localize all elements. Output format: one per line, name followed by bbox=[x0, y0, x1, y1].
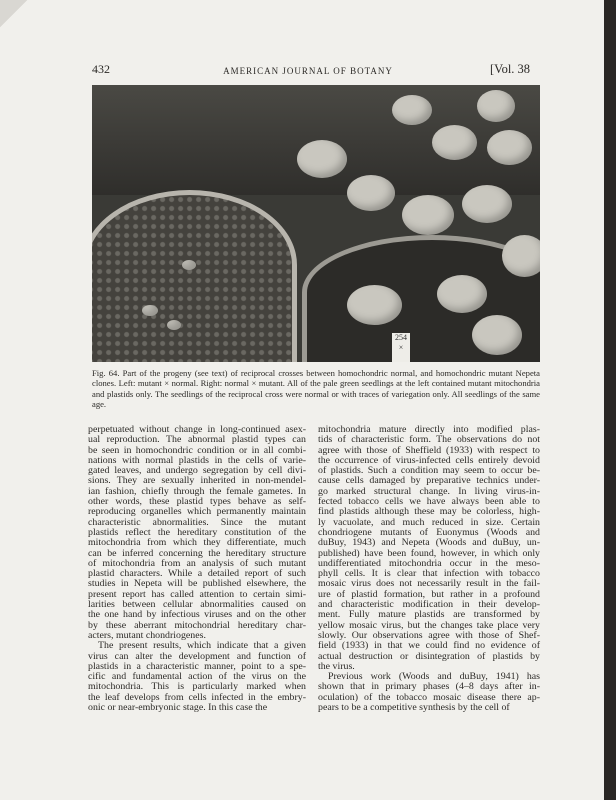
text-line: by these aberrant mitochondrial hereditary char- bbox=[88, 619, 306, 631]
text-line: present report has called attention to certain simi- bbox=[88, 588, 306, 600]
figure-caption: Fig. 64. Part of the progeny (see text) of reciprocal crosses between homochondric normal, and homochondric mutant Nepeta clones. Left: mutant × normal. Right: normal × mutant. All of the pale green seedlings at the left contained mutant mitochondria and plastids only. The seedlings of the reciprocal cross were normal or with traces of variegation only. All seedlings of the same age. bbox=[92, 368, 540, 409]
text-line: the leaf develops from cells infected in the embry- bbox=[88, 691, 306, 703]
text-line: undifferentiated mitochondria occur in the meso- bbox=[318, 557, 540, 569]
text-line: onic or near-embryonic stage. In this case the bbox=[88, 702, 268, 714]
plant-label-tag: 254 × bbox=[392, 333, 410, 362]
text-line: cause cells damaged by preparative technics under- bbox=[318, 475, 540, 487]
text-line: nations with normal plastids in the cells of varie- bbox=[88, 454, 306, 466]
text-line: published) have been found, however, in which only bbox=[318, 547, 540, 559]
text-line: actual destruction or disintegration of plastids by bbox=[318, 650, 540, 662]
text-line: of mitochondria from an analysis of such mutant bbox=[88, 557, 306, 569]
leaf bbox=[347, 285, 402, 325]
leaf bbox=[347, 175, 395, 211]
text-line: mitochondria from which they differentiate, much bbox=[88, 537, 306, 549]
text-line: chondriogene mutants of Euonymus (Woods and bbox=[318, 526, 540, 538]
left-text-column bbox=[88, 425, 306, 713]
text-line: studies in Nepeta will be published elsewhere, the bbox=[88, 578, 306, 590]
text-line: acters, mutant chondriogenes. bbox=[88, 629, 206, 641]
seedling-leaf bbox=[182, 260, 196, 270]
leaf bbox=[462, 185, 512, 223]
text-line: of plastids. Such a condition may seem to occur be- bbox=[318, 465, 540, 477]
figure-photograph bbox=[92, 85, 540, 362]
text-line: duBuy, 1943) and Nepeta (Woods and duBuy, un- bbox=[318, 537, 540, 549]
text-line: plastids in a characteristic manner, point to a spe- bbox=[88, 660, 306, 672]
text-line: ly vacuolate, and much reduced in size. Certain bbox=[318, 516, 540, 528]
text-line: phyll cells. It is clear that infection with tobacco bbox=[318, 568, 540, 580]
left-pot-seedlings bbox=[92, 190, 297, 362]
leaf bbox=[472, 315, 522, 355]
text-line: slowly. Our observations agree with those of Shef- bbox=[318, 629, 540, 641]
text-line: the virus. bbox=[318, 660, 355, 672]
text-line: be seen in homochondric condition or in all combi- bbox=[88, 444, 306, 456]
text-line: ment. Fully mature plastids are transformed by bbox=[318, 609, 540, 621]
text-line: pears to be a competitive synthesis by the cell of bbox=[318, 702, 510, 714]
text-line: ure of plastid formation, but rather in a profound bbox=[318, 588, 540, 600]
text-line: larities between cellular abnormalities caused on bbox=[88, 599, 306, 611]
leaf bbox=[502, 235, 540, 277]
text-line: go marked structural change. In living virus-in- bbox=[318, 485, 540, 497]
text-line: perpetuated without change in long-continued asex- bbox=[88, 424, 306, 435]
leaf bbox=[477, 90, 515, 122]
page-number: 432 bbox=[92, 62, 110, 76]
text-line: the occurrence of virus-infected cells entirely devoid bbox=[318, 454, 540, 466]
text-line: mosaic virus does not necessarily result in the fail- bbox=[318, 578, 540, 590]
text-line: field (1933) in that we could find no evidence of bbox=[318, 640, 540, 652]
text-line: plastids reflect the hereditary constitution of the bbox=[88, 526, 306, 538]
text-line: and characteristic modification in their develop- bbox=[318, 599, 540, 611]
text-line: mitochondria mature directly into modified plas- bbox=[318, 424, 540, 435]
text-line: find plastids although these may be colorless, high- bbox=[318, 506, 540, 518]
text-line: virus can alter the development and function of bbox=[88, 650, 306, 662]
running-header: AMERICAN JOURNAL OF BOTANY bbox=[223, 66, 393, 76]
leaf bbox=[437, 275, 487, 313]
text-line: the one hand by infectious viruses and on the other bbox=[88, 609, 306, 621]
text-line: plastid characters. While a detailed report of such bbox=[88, 568, 306, 580]
text-line: agree with those of Sheffield (1933) with respect to bbox=[318, 444, 540, 456]
volume-label: [Vol. 38 bbox=[490, 62, 531, 76]
text-line: oculation) of the tobacco mosaic disease there ap- bbox=[318, 691, 540, 703]
text-line: reproducing organelles which permanently maintain bbox=[88, 506, 306, 518]
text-line: shown that in primary phases (4–8 days after in- bbox=[318, 681, 540, 693]
leaf bbox=[402, 195, 454, 235]
leaf bbox=[297, 140, 347, 178]
leaf bbox=[392, 95, 432, 125]
seedling-leaf bbox=[167, 320, 181, 330]
text-line: The present results, which indicate that a given bbox=[98, 640, 306, 652]
text-line: Previous work (Woods and duBuy, 1941) has bbox=[328, 671, 540, 683]
leaf bbox=[487, 130, 532, 165]
leaf bbox=[432, 125, 477, 160]
right-text-column bbox=[318, 425, 540, 713]
seedling-leaf bbox=[142, 305, 158, 316]
text-line: characteristic abnormalities. Since the mutant bbox=[88, 516, 306, 528]
text-line: ual reproduction. The abnormal plastid types can bbox=[88, 434, 306, 446]
text-line: gated leaves, and undergo segregation by cell divi- bbox=[88, 465, 306, 477]
text-line: sions. They are sexually inherited in non-mendel- bbox=[88, 475, 306, 487]
text-line: ian fashion, chiefly through the female gametes. In bbox=[88, 485, 306, 497]
folded-corner bbox=[0, 0, 30, 30]
text-line: mitochondria. This is particularly marked when bbox=[88, 681, 306, 693]
text-line: cific and fundamental action of the virus on the bbox=[88, 671, 306, 683]
text-line: tids of characteristic form. The observations do not bbox=[318, 434, 540, 446]
text-line: can be inferred concerning the hereditary structure bbox=[88, 547, 306, 559]
text-line: fected tobacco cells we have always been able to bbox=[318, 496, 540, 508]
text-line: yellow mosaic virus, but the changes take place very bbox=[318, 619, 540, 631]
text-line: other words, these plastid types behave as self- bbox=[88, 496, 306, 508]
